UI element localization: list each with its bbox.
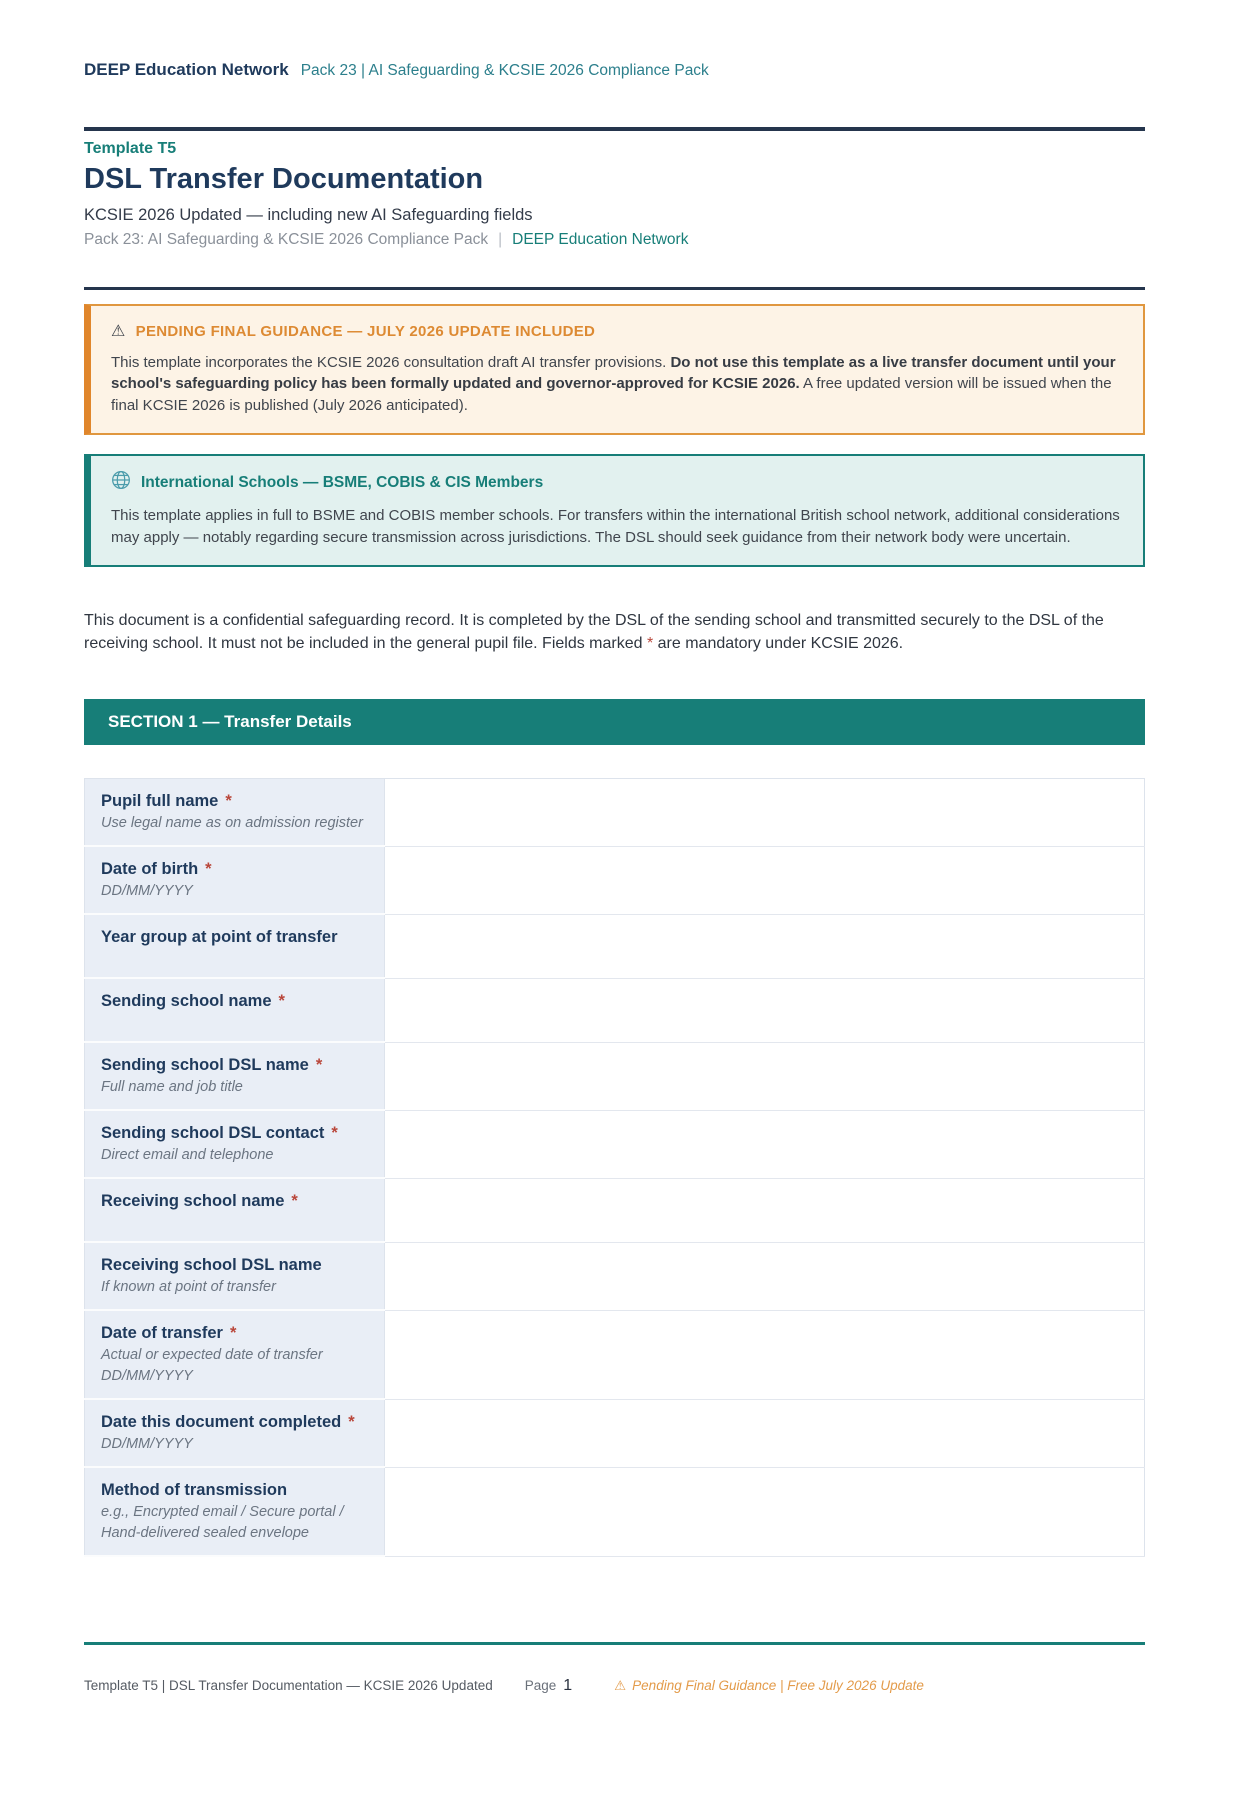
required-asterisk: * (646, 634, 654, 652)
field-label-cell (85, 978, 385, 1042)
field-label: Date of birth * (101, 860, 212, 879)
table-row (85, 1042, 1145, 1110)
pack-line (84, 231, 1145, 249)
field-hint: Actual or expected date of transfer (101, 1347, 323, 1364)
field-value-cell[interactable] (385, 1042, 1145, 1110)
field-label-cell (85, 1042, 385, 1110)
table-row (85, 914, 1145, 978)
field-label: Receiving school name * (101, 1192, 298, 1211)
field-label: Date of transfer * (101, 1324, 237, 1343)
international-schools-notice (84, 454, 1145, 567)
field-value-cell[interactable] (385, 914, 1145, 978)
field-value-cell[interactable] (385, 1242, 1145, 1310)
field-label-cell (85, 1467, 385, 1556)
notice-text: This template incorporates the KCSIE 2026 consultation draft AI transfer provisions. (111, 353, 671, 371)
footer-guidance-note (614, 1678, 924, 1694)
notice-text-bold: Do not use this template as a live transfer document until your school's safeguarding policy has been formally updated and governor-approved for KCSIE 2026. (111, 353, 1116, 393)
footer-rule (84, 1642, 1145, 1645)
pack-line-text: Pack 23: AI Safeguarding & KCSIE 2026 Compliance Pack (84, 231, 489, 249)
footer-page-number: 1 (563, 1677, 573, 1695)
page-footer (84, 1677, 1145, 1695)
document-page (0, 60, 1241, 1695)
field-value-cell[interactable] (385, 846, 1145, 914)
field-value-cell[interactable] (385, 1178, 1145, 1242)
transfer-details-table (84, 778, 1145, 1557)
pending-guidance-title-row (111, 320, 1121, 343)
field-label-cell (85, 1310, 385, 1399)
page-title: DSL Transfer Documentation (84, 163, 484, 195)
field-label: Method of transmission (101, 1481, 288, 1500)
network-link[interactable]: DEEP Education Network (512, 231, 689, 249)
field-label: Pupil full name * (101, 792, 232, 811)
field-hint: DD/MM/YYYY (101, 1436, 193, 1453)
transfer-table-body (85, 779, 1145, 1557)
field-label-cell (85, 1110, 385, 1178)
field-hint: Full name and job title (101, 1079, 243, 1096)
pending-guidance-notice (84, 304, 1145, 434)
required-asterisk: * (205, 860, 212, 879)
field-value-cell[interactable] (385, 1110, 1145, 1178)
brand-name: DEEP Education Network (84, 60, 289, 79)
field-label: Date this document completed * (101, 1413, 355, 1432)
intro-text: This document is a confidential safeguarding record. It is completed by the DSL of the sending school and transmitted securely to the DSL of the receiving school. It must not be included in the general pupil file. Fields marked (84, 611, 1104, 652)
required-asterisk: * (315, 1056, 323, 1075)
footer-page-label: Page (524, 1678, 557, 1694)
pack-title: Pack 23 | AI Safeguarding & KCSIE 2026 Compliance Pack (300, 62, 709, 79)
field-value-cell[interactable] (385, 1467, 1145, 1556)
field-label-cell (85, 1242, 385, 1310)
required-asterisk: * (278, 992, 285, 1011)
notice-text: A free updated version will be issued when the final KCSIE 2026 is published (July 2026 anticipated). (111, 375, 1112, 415)
divider-rule-top (84, 127, 1145, 131)
intro-text: are mandatory under KCSIE 2026. (653, 634, 904, 652)
globe-icon (111, 470, 131, 497)
table-row (85, 779, 1145, 847)
template-label: Template T5 (84, 140, 177, 157)
table-row (85, 1399, 1145, 1467)
required-asterisk: * (225, 792, 232, 811)
international-body: This template applies in full to BSME and COBIS member schools. For transfers within the international British school network, additional considerations may apply — notably regarding secure transmission across jurisdictions. The DSL should seek guidance from their network body were uncertain. (111, 507, 1120, 546)
field-label-cell (85, 1399, 385, 1467)
field-label-cell (85, 779, 385, 847)
field-hint: Use legal name as on admission register (101, 815, 363, 832)
footer-guidance-text: Pending Final Guidance | Free July 2026 Update (632, 1678, 924, 1694)
field-label: Receiving school DSL name (101, 1256, 322, 1275)
required-asterisk: * (331, 1124, 338, 1143)
required-asterisk: * (348, 1413, 355, 1432)
table-row (85, 1467, 1145, 1556)
field-label-cell (85, 1178, 385, 1242)
field-hint: Direct email and telephone (101, 1147, 274, 1164)
table-row (85, 1110, 1145, 1178)
international-title: International Schools — BSME, COBIS & CIS Members (141, 474, 544, 492)
field-label: Year group at point of transfer (101, 928, 338, 947)
field-label: Sending school DSL contact * (101, 1124, 338, 1143)
page-header (84, 60, 1145, 80)
field-value-cell[interactable] (385, 779, 1145, 847)
field-value-cell[interactable] (385, 978, 1145, 1042)
table-row (85, 1242, 1145, 1310)
table-row (85, 978, 1145, 1042)
divider-rule-title (84, 287, 1145, 290)
field-label: Sending school DSL name * (101, 1056, 323, 1075)
field-hint: If known at point of transfer (101, 1279, 276, 1296)
table-row (85, 1310, 1145, 1399)
table-row (85, 1178, 1145, 1242)
page-subtitle: KCSIE 2026 Updated — including new AI Safeguarding fields (84, 206, 533, 225)
field-label-cell (85, 846, 385, 914)
field-value-cell[interactable] (385, 1399, 1145, 1467)
field-hint: DD/MM/YYYY (101, 883, 193, 900)
pending-guidance-title: PENDING FINAL GUIDANCE — JULY 2026 UPDATE INCLUDED (135, 323, 596, 341)
field-hint: e.g., Encrypted email / Secure portal / (101, 1504, 344, 1521)
footer-document-title: Template T5 | DSL Transfer Documentation — KCSIE 2026 Updated (84, 1678, 493, 1694)
field-label: Sending school name * (101, 992, 285, 1011)
separator: | (498, 231, 503, 249)
warning-triangle-icon: ⚠ (614, 1678, 627, 1694)
field-hint: DD/MM/YYYY (101, 1368, 193, 1385)
warning-triangle-icon: ⚠ (111, 323, 126, 341)
field-hint: Hand-delivered sealed envelope (101, 1525, 309, 1542)
pending-guidance-body (111, 352, 1121, 417)
section-1-header: SECTION 1 — Transfer Details (84, 699, 1145, 745)
confidentiality-paragraph (84, 609, 1145, 655)
international-title-row (111, 470, 1121, 497)
required-asterisk: * (291, 1192, 298, 1211)
table-row (85, 846, 1145, 914)
field-value-cell[interactable] (385, 1310, 1145, 1399)
field-label-cell (85, 914, 385, 978)
required-asterisk: * (229, 1324, 237, 1343)
